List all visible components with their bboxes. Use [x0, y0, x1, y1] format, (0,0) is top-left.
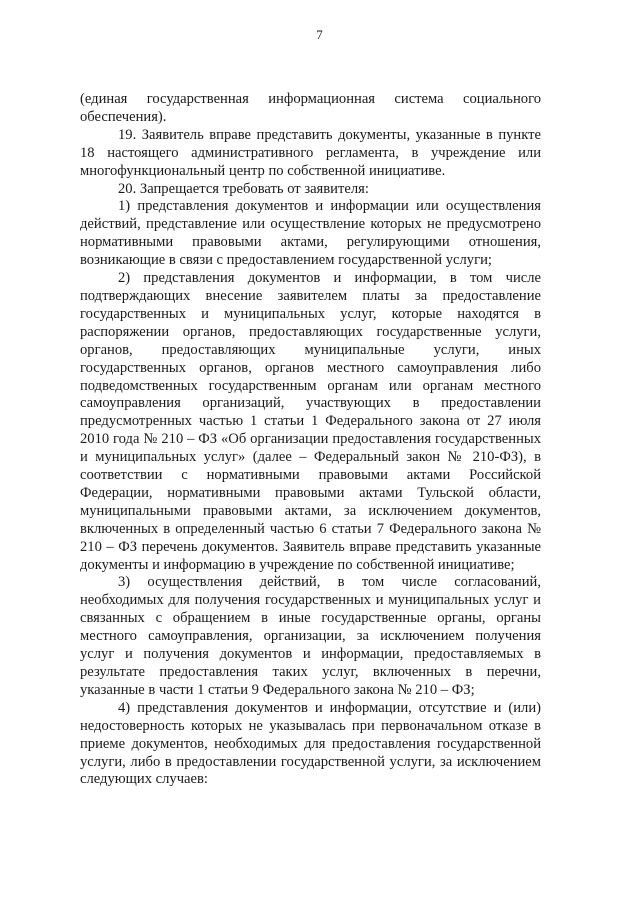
- document-body: [80, 91, 541, 789]
- paragraph-subitem-3: 3) осуществления действий, в том числе согласований, необходимых для получения государственных и муниципальных услуг и связанных с обращением в иные государственные органы, органы местного самоуправления, организации, за исключением получения услуг и получения документов и информации, предоставляемых в результате предоставления таких услуг, включенных в перечни, указанные в части 1 статьи 9 Федерального закона № 210 – ФЗ;: [80, 574, 541, 698]
- paragraph-subitem-2: 2) представления документов и информации, в том числе подтверждающих внесение заявителем платы за предоставление государственных и муниципальных услуг, которые находятся в распоряжении органов, предоставляющих государственные услуги, органов, предоставляющих муниципальные услуги, иных государственных органов, органов местного самоуправления либо подведомственных государственным органам или органам местного самоуправления организаций, участвующих в предоставлении предусмотренных частью 1 статьи 1 Федерального закона от 27 июля 2010 года № 210 – ФЗ «Об организации предоставления государственных и муниципальных услуг» (далее – Федеральный закон № 210-ФЗ), в соответствии с нормативными правовыми актами Российской Федерации, нормативными правовыми актами Тульской области, муниципальными правовыми актами, за исключением документов, включенных в определенный частью 6 статьи 7 Федерального закона № 210 – ФЗ перечень документов. Заявитель вправе представить указанные документы и информацию в учреждение по собственной инициативе;: [80, 270, 541, 573]
- paragraph-item-19: 19. Заявитель вправе представить документы, указанные в пункте 18 настоящего административного регламента, в учреждение или многофункциональный центр по собственной инициативе.: [80, 126, 541, 179]
- paragraph-continuation: (единая государственная информационная система социального обеспечения).: [80, 91, 541, 125]
- page-number: 7: [316, 27, 323, 42]
- paragraph-item-20: 20. Запрещается требовать от заявителя:: [118, 180, 369, 197]
- paragraph-subitem-1: 1) представления документов и информации или осуществления действий, представление или осуществление которых не предусмотрено нормативными правовыми актами, регулирующими отношения, возникающие в связи с предоставлением государственной услуги;: [80, 198, 541, 269]
- paragraph-subitem-4: 4) представления документов и информации, отсутствие и (или) недостоверность которых не указывалась при первоначальном отказе в приеме документов, необходимых для предоставления государственной услуги, либо в предоставлении государственной услуги, за исключением следующих случаев:: [80, 699, 541, 788]
